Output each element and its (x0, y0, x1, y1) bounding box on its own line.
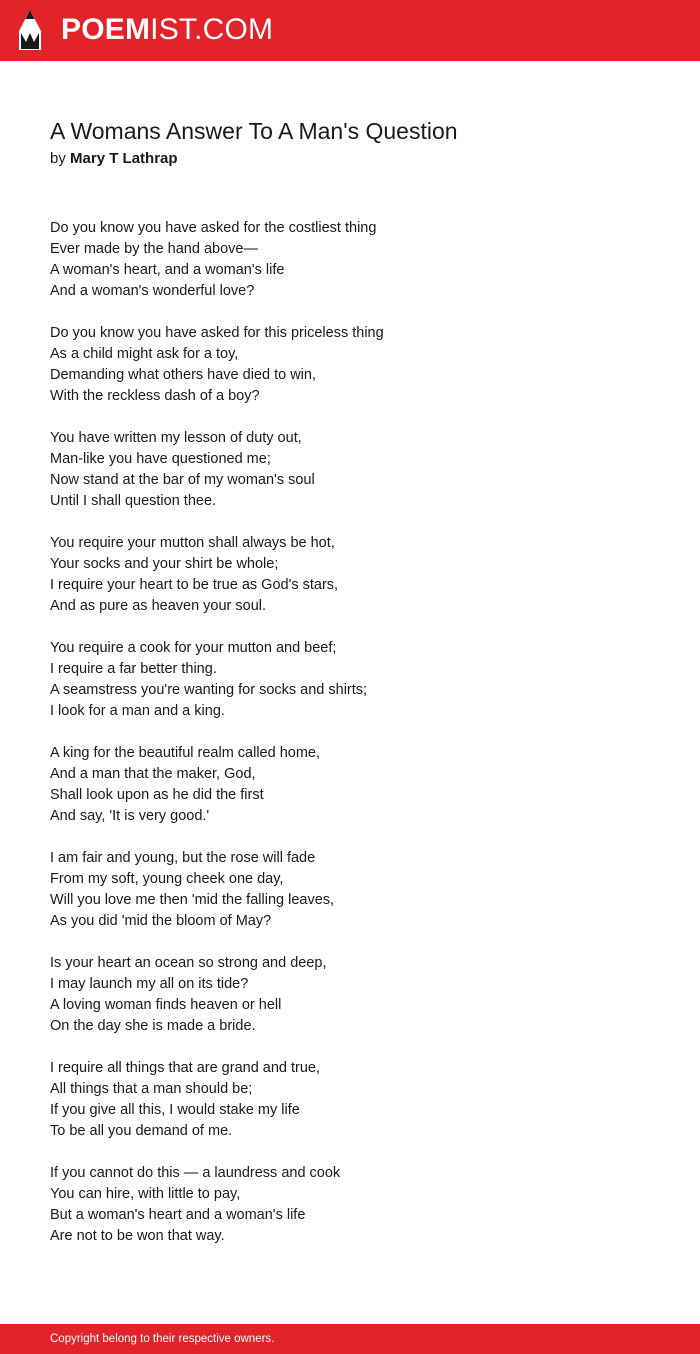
poem-line: As you did 'mid the bloom of May? (50, 913, 272, 929)
stanza (50, 1058, 670, 1142)
poem-line: Are not to be won that way. (50, 1228, 225, 1244)
poem-line: From my soft, young cheek one day, (50, 871, 284, 887)
poem-line: I require all things that are grand and true, (50, 1060, 321, 1076)
poem-line: Shall look upon as he did the first (50, 787, 264, 803)
poem-line: You can hire, with little to pay, (50, 1186, 241, 1202)
poem-line: All things that a man should be; (50, 1081, 253, 1097)
poem-line: A seamstress you're wanting for socks and shirts; (50, 682, 368, 698)
poem-line: If you give all this, I would stake my life (50, 1102, 300, 1118)
poem-line: Demanding what others have died to win, (50, 367, 316, 383)
poem-line: A woman's heart, and a woman's life (50, 262, 285, 278)
stanza (50, 848, 670, 932)
poem-line: And as pure as heaven your soul. (50, 598, 267, 614)
poem-line: You have written my lesson of duty out, (50, 430, 302, 446)
by-label: by (50, 150, 66, 167)
poem-line: With the reckless dash of a boy? (50, 388, 260, 404)
byline (50, 148, 178, 169)
stanza (50, 1163, 670, 1247)
poem-line: On the day she is made a bride. (50, 1018, 256, 1034)
stanza (50, 428, 670, 512)
poem-line: I look for a man and a king. (50, 703, 225, 719)
poem-line: Is your heart an ocean so strong and deep, (50, 955, 327, 971)
author-name: Mary T Lathrap (70, 150, 178, 167)
poem-line: Now stand at the bar of my woman's soul (50, 472, 315, 488)
poem-line: You require a cook for your mutton and beef; (50, 640, 337, 656)
site-header (0, 0, 700, 61)
stanza (50, 743, 670, 827)
logo-light: IST.COM (150, 13, 274, 46)
poem-line: Will you love me then 'mid the falling leaves, (50, 892, 335, 908)
poem-line: And say, 'It is very good.' (50, 808, 210, 824)
poem-line: You require your mutton shall always be hot, (50, 535, 335, 551)
stanza (50, 953, 670, 1037)
poem-line: Man-like you have questioned me; (50, 451, 271, 467)
poem-body (50, 218, 670, 1268)
poem-line: And a man that the maker, God, (50, 766, 256, 782)
poem-line: But a woman's heart and a woman's life (50, 1207, 306, 1223)
poem-line: To be all you demand of me. (50, 1123, 233, 1139)
site-logo[interactable] (17, 9, 273, 51)
poem-line: As a child might ask for a toy, (50, 346, 239, 362)
poem-line: Do you know you have asked for the costliest thing (50, 220, 377, 236)
poem-line: Do you know you have asked for this priceless thing (50, 325, 384, 341)
poem-line: And a woman's wonderful love? (50, 283, 255, 299)
poem-line: I may launch my all on its tide? (50, 976, 249, 992)
stanza (50, 533, 670, 617)
stanza (50, 323, 670, 407)
logo-bold: POEM (61, 13, 151, 46)
poem-line: Your socks and your shirt be whole; (50, 556, 279, 572)
stanza (50, 218, 670, 302)
poem-line: A king for the beautiful realm called home, (50, 745, 321, 761)
poem-line: If you cannot do this — a laundress and cook (50, 1165, 341, 1181)
poem-line: Until I shall question thee. (50, 493, 217, 509)
logo-wordmark (61, 9, 273, 51)
pencil-icon (17, 9, 43, 51)
poem-line: I require your heart to be true as God's stars, (50, 577, 339, 593)
site-footer (0, 1324, 700, 1354)
copyright-text: Copyright belong to their respective owners. (50, 1333, 275, 1345)
poem-line: I require a far better thing. (50, 661, 217, 677)
poem-title: A Womans Answer To A Man's Question (50, 118, 458, 144)
poem-line: A loving woman finds heaven or hell (50, 997, 282, 1013)
poem-line: I am fair and young, but the rose will fade (50, 850, 316, 866)
poem-line: Ever made by the hand above— (50, 241, 258, 257)
stanza (50, 638, 670, 722)
